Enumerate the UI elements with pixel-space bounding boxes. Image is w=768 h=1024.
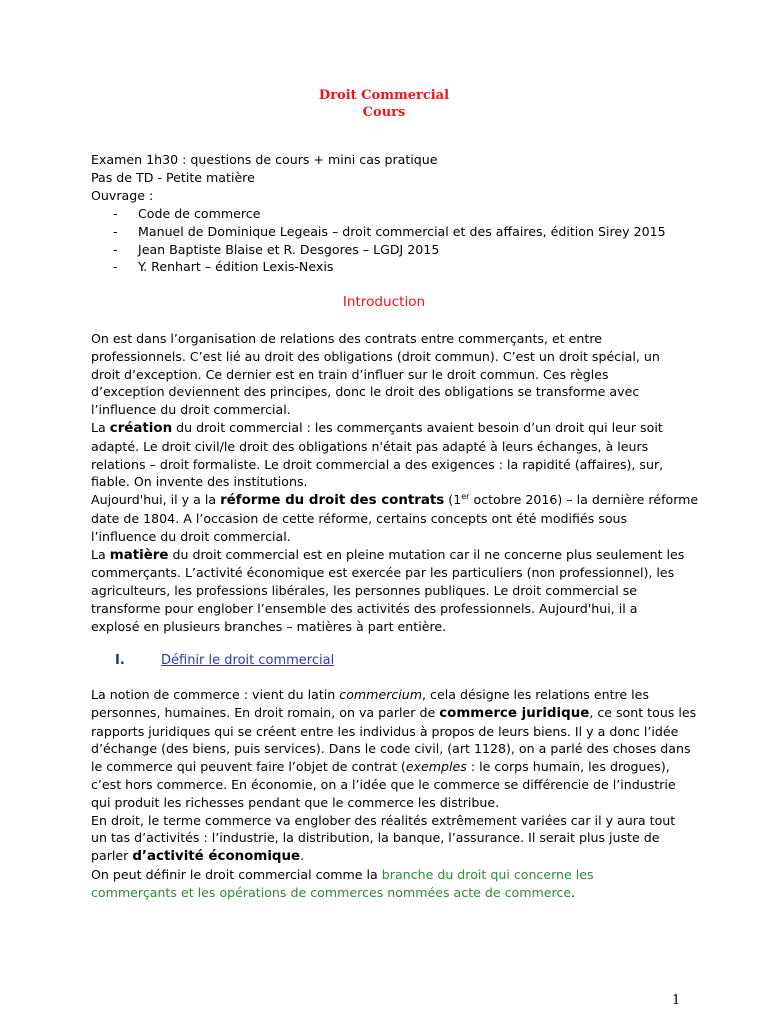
page-number: 1: [672, 993, 681, 1008]
book-list: [113, 205, 666, 276]
text-line: adapté. Le droit civil/le droit des obligations n'était pas adapté à leurs échanges, à leurs: [91, 438, 649, 454]
section-body: [91, 686, 697, 902]
text-line: parler d’activité économique.: [91, 848, 305, 865]
introduction-heading: Introduction: [342, 294, 426, 310]
emphasis: création: [109, 420, 173, 436]
text-line: fiable. On invente des institutions.: [91, 474, 308, 490]
text-line: La création du droit commercial : les commerçants avaient besoin d’un droit qui leur soit: [91, 419, 663, 436]
list-bullet: -: [113, 259, 118, 275]
highlighted-definition: commerçants et les opérations de commerces nommées acte de commerce: [91, 884, 572, 900]
section-heading: [115, 651, 334, 670]
list-item: - Y. Renhart – édition Lexis-Nexis: [113, 259, 334, 275]
section-number: I.: [115, 653, 125, 668]
introduction-body: [91, 330, 699, 636]
list-bullet: -: [113, 241, 118, 257]
list-bullet: -: [113, 206, 118, 221]
text-line: d’échange (des biens, puis services). Dans le code civil, (art 1128), on a parlé des choses dans: [91, 741, 691, 757]
document-subtitle: Cours: [362, 105, 406, 120]
text-line: relations – droit formaliste. Le droit commercial a des exigences : la rapidité (affaires), sur,: [91, 456, 664, 472]
text-line: personnes, humaines. En droit romain, on va parler de commerce juridique, ce sont tous les: [91, 704, 697, 721]
text-line: La notion de commerce : vient du latin commercium, cela désigne les relations entre les: [91, 687, 649, 702]
section-title: Définir le droit commercial: [161, 653, 335, 668]
text-line: l’influence du droit commercial.: [91, 528, 291, 544]
list-item: - Manuel de Dominique Legeais – droit commercial et des affaires, édition Sirey 2015: [113, 223, 666, 239]
text-line: professionnels. C’est lié au droit des obligations (droit commun). C’est un droit spécial, un: [91, 348, 660, 364]
emphasis: matière: [109, 547, 169, 563]
highlighted-definition: branche du droit qui concerne les: [381, 866, 594, 882]
text-line: explosé en plusieurs branches – matières à part entière.: [91, 618, 447, 634]
list-item: - Code de commerce: [113, 206, 261, 221]
list-bullet: -: [113, 223, 118, 239]
emphasis: commerce juridique: [439, 705, 590, 721]
text-line: l’influence du droit commercial.: [91, 402, 291, 418]
text-line: c’est hors commerce. En économie, on a l’idée que le commerce se différencie de l’industrie: [91, 776, 676, 792]
text-line: un tas d’activités : l’industrie, la distribution, la banque, l’assurance. Il serait plus juste de: [91, 830, 660, 846]
text-line: commerçants et les opérations de commerces nommées acte de commerce.: [91, 884, 576, 900]
text-line: date de 1804. A l’occasion de cette réforme, certains concepts ont été modifiés sous: [91, 510, 628, 526]
text-line: On est dans l’organisation de relations des contrats entre commerçants, et entre: [91, 331, 602, 346]
text-line: agriculteurs, les professions libérales, les personnes publiques. Le droit commercial se: [91, 583, 638, 599]
text-line: La matière du droit commercial est en pleine mutation car il ne concerne plus seulement les: [91, 546, 685, 563]
text-line: On peut définir le droit commercial comme la branche du droit qui concerne les: [91, 866, 594, 882]
text-line: Aujourd'hui, il y a la réforme du droit des contrats (1er octobre 2016) – la dernière réforme: [91, 491, 699, 509]
document-title: Droit Commercial: [318, 88, 450, 103]
text-line: droit d’exception. Ce dernier est en train d’influer sur le droit commun. Ces règles: [91, 366, 609, 382]
text-line: le commerce qui peuvent faire l’objet de contrat (exemples : le corps humain, les drogues),: [91, 759, 670, 775]
text-line: transforme pour englober l’ensemble des activités des professionnels. Aujourd'hui, il a: [91, 600, 638, 616]
exam-info: Examen 1h30 : questions de cours + mini cas pratique: [91, 152, 438, 167]
text-line: rapports juridiques qui se créent entre les individus à propos de leurs biens. Il y a donc l’idée: [91, 723, 679, 739]
list-item: - Jean Baptiste Blaise et R. Desgores – LGDJ 2015: [113, 241, 440, 257]
text-line: qui produit les richesses pendant que le commerce les distribue.: [91, 794, 500, 810]
text-line: En droit, le terme commerce va englober des réalités extrêmement variées car il y aura tout: [91, 812, 676, 828]
emphasis: d’activité économique: [132, 849, 301, 865]
ouvrage-label: Ouvrage :: [91, 187, 154, 203]
td-info: Pas de TD - Petite matière: [91, 169, 255, 185]
text-line: d’exception deviennent des principes, donc le droit des obligations se transforme avec: [91, 384, 640, 400]
emphasis: réforme du droit des contrats: [220, 493, 445, 509]
course-info: [91, 151, 691, 204]
text-line: commerçants. L’activité économique est exercée par les particuliers (non professionnel), les: [91, 565, 675, 581]
